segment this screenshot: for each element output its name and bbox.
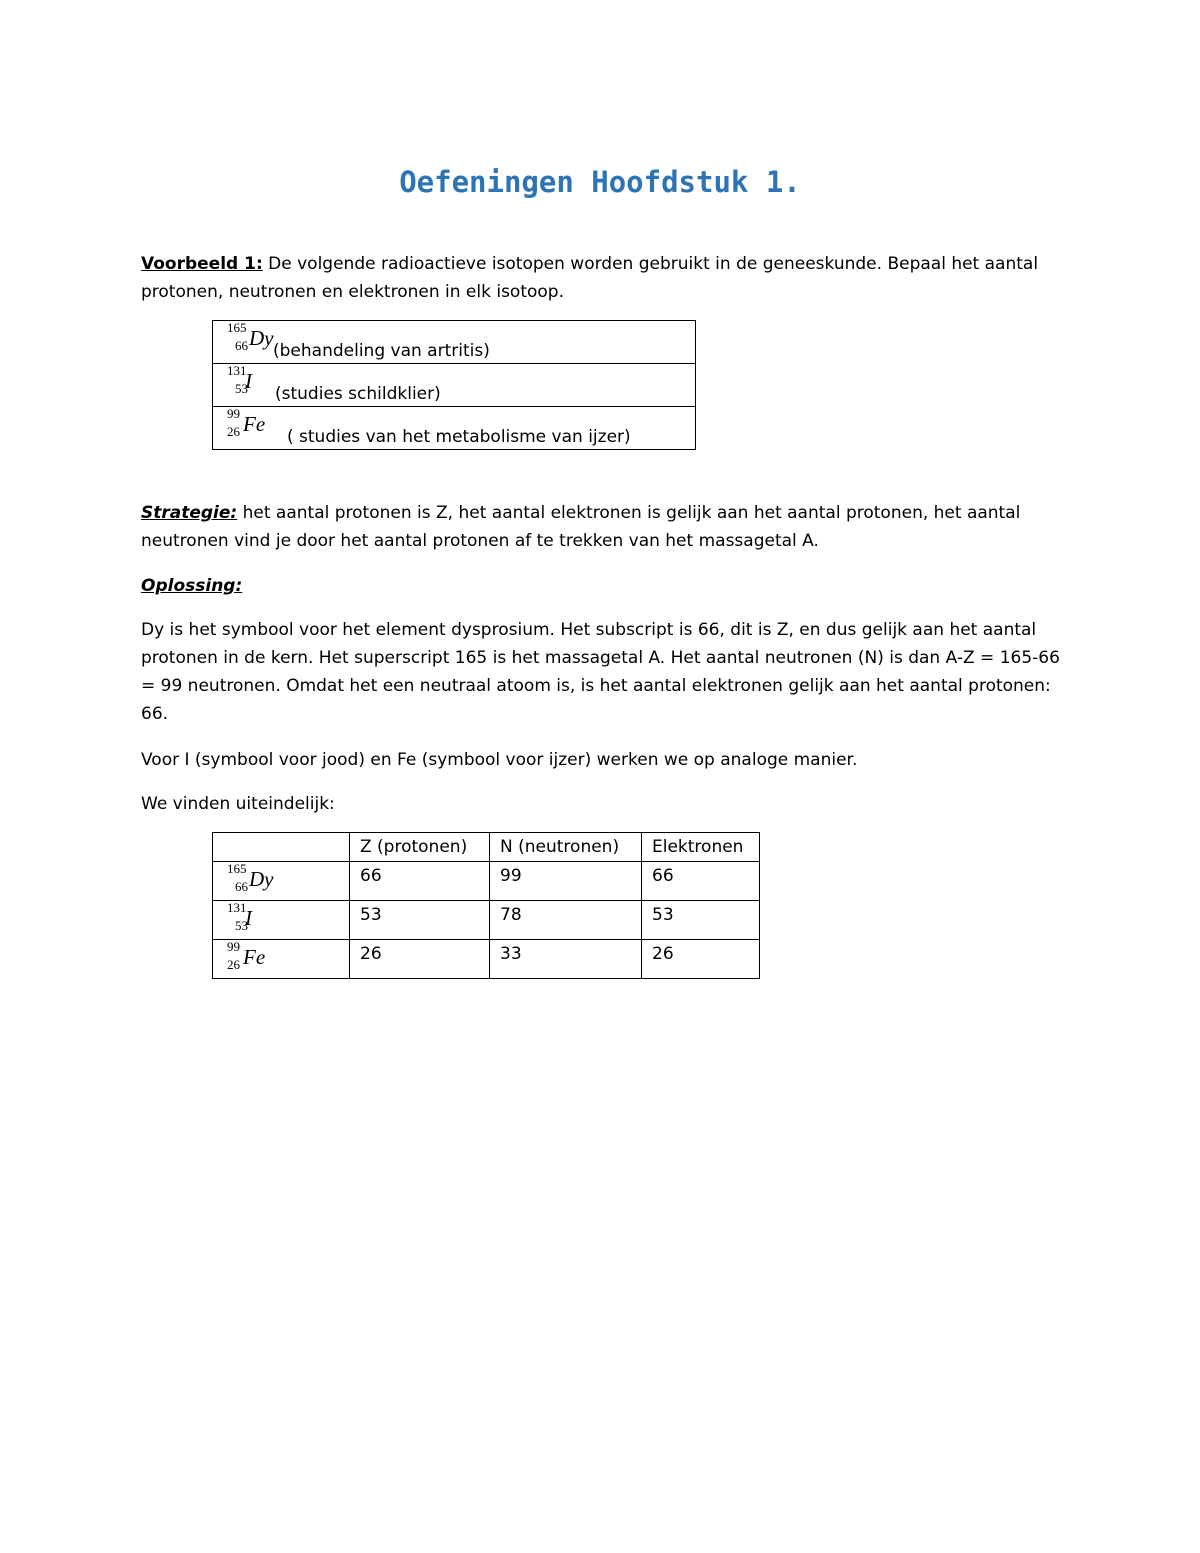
isotope-cell xyxy=(213,407,696,450)
example-text: De volgende radioactieve isotopen worden gebruikt in de geneeskunde. Bepaal het aantal protonen, neutronen en elektronen in elk isotoop. xyxy=(141,254,1039,302)
results-cell: 99 xyxy=(490,862,642,901)
isotope-use: (studies schildklier) xyxy=(275,384,441,404)
results-cell: 53 xyxy=(350,901,490,940)
solution-paragraph-1: Dy is het symbool voor het element dysprosium. Het subscript is 66, dit is Z, en dus gelijk aan het aantal protonen in de kern. Het superscript 165 is het massagetal A. Het aantal neutronen (N) is dan A-Z = 165-66 = 99 neutronen. Omdat het een neutraal atoom is, is het aantal elektronen gelijk aan het aantal protonen: 66. xyxy=(141,620,1060,724)
results-table xyxy=(212,832,760,979)
isotope-row xyxy=(213,364,696,407)
element-symbol: Dy xyxy=(249,326,274,350)
solution-heading xyxy=(141,572,1061,600)
results-cell: 78 xyxy=(490,901,642,940)
atomic-number: 66 xyxy=(235,338,248,353)
mass-number: 131 xyxy=(227,900,247,915)
results-cell: 33 xyxy=(490,940,642,979)
results-cell: 66 xyxy=(350,862,490,901)
results-isotope-cell xyxy=(213,940,350,979)
isotope-notation xyxy=(225,940,271,978)
isotope-notation xyxy=(225,320,274,359)
isotope-table xyxy=(212,320,696,450)
isotope-use: (behandeling van artritis) xyxy=(273,341,490,361)
results-isotope-cell xyxy=(213,862,350,901)
example-paragraph xyxy=(141,250,1061,306)
isotope-cell xyxy=(213,321,696,364)
solution-paragraph-3: We vinden uiteindelijk: xyxy=(141,794,335,814)
results-cell: 26 xyxy=(642,940,760,979)
results-row xyxy=(213,901,760,940)
solution-label: Oplossing: xyxy=(141,576,243,596)
element-symbol: I xyxy=(245,906,252,930)
results-row xyxy=(213,862,760,901)
page-title: Oefeningen Hoofdstuk 1. xyxy=(399,165,801,199)
results-header-row xyxy=(213,833,760,862)
strategy-label: Strategie: xyxy=(141,503,238,523)
solution-paragraph-2: Voor I (symbool voor jood) en Fe (symbool voor ijzer) werken we op analoge manier. xyxy=(141,750,858,770)
isotope-row xyxy=(213,407,696,450)
isotope-cell xyxy=(213,364,696,407)
element-symbol: I xyxy=(245,369,252,393)
isotope-notation xyxy=(225,407,271,445)
isotope-notation xyxy=(225,364,261,402)
results-header-cell xyxy=(213,833,350,862)
atomic-number: 26 xyxy=(227,957,240,972)
element-symbol: Dy xyxy=(249,867,274,891)
results-header-cell: N (neutronen) xyxy=(490,833,642,862)
mass-number: 165 xyxy=(227,320,247,335)
results-header-cell: Elektronen xyxy=(642,833,760,862)
atomic-number: 26 xyxy=(227,424,240,439)
results-cell: 66 xyxy=(642,862,760,901)
results-header-cell: Z (protonen) xyxy=(350,833,490,862)
atomic-number: 53 xyxy=(235,381,248,396)
strategy-paragraph xyxy=(141,499,1061,555)
mass-number: 165 xyxy=(227,861,247,876)
mass-number: 99 xyxy=(227,406,240,421)
results-cell: 53 xyxy=(642,901,760,940)
element-symbol: Fe xyxy=(243,412,266,436)
isotope-notation xyxy=(225,901,271,939)
mass-number: 99 xyxy=(227,939,240,954)
isotope-use: ( studies van het metabolisme van ijzer) xyxy=(287,427,631,447)
mass-number: 131 xyxy=(227,363,247,378)
results-cell: 26 xyxy=(350,940,490,979)
isotope-notation xyxy=(225,861,274,900)
atomic-number: 53 xyxy=(235,918,248,933)
results-row xyxy=(213,940,760,979)
results-isotope-cell xyxy=(213,901,350,940)
strategy-text: het aantal protonen is Z, het aantal elektronen is gelijk aan het aantal protonen, het aantal neutronen vind je door het aantal protonen af te trekken van het massagetal A. xyxy=(141,503,1021,551)
element-symbol: Fe xyxy=(243,945,266,969)
isotope-row xyxy=(213,321,696,364)
atomic-number: 66 xyxy=(235,879,248,894)
example-label: Voorbeeld 1: xyxy=(141,254,263,274)
